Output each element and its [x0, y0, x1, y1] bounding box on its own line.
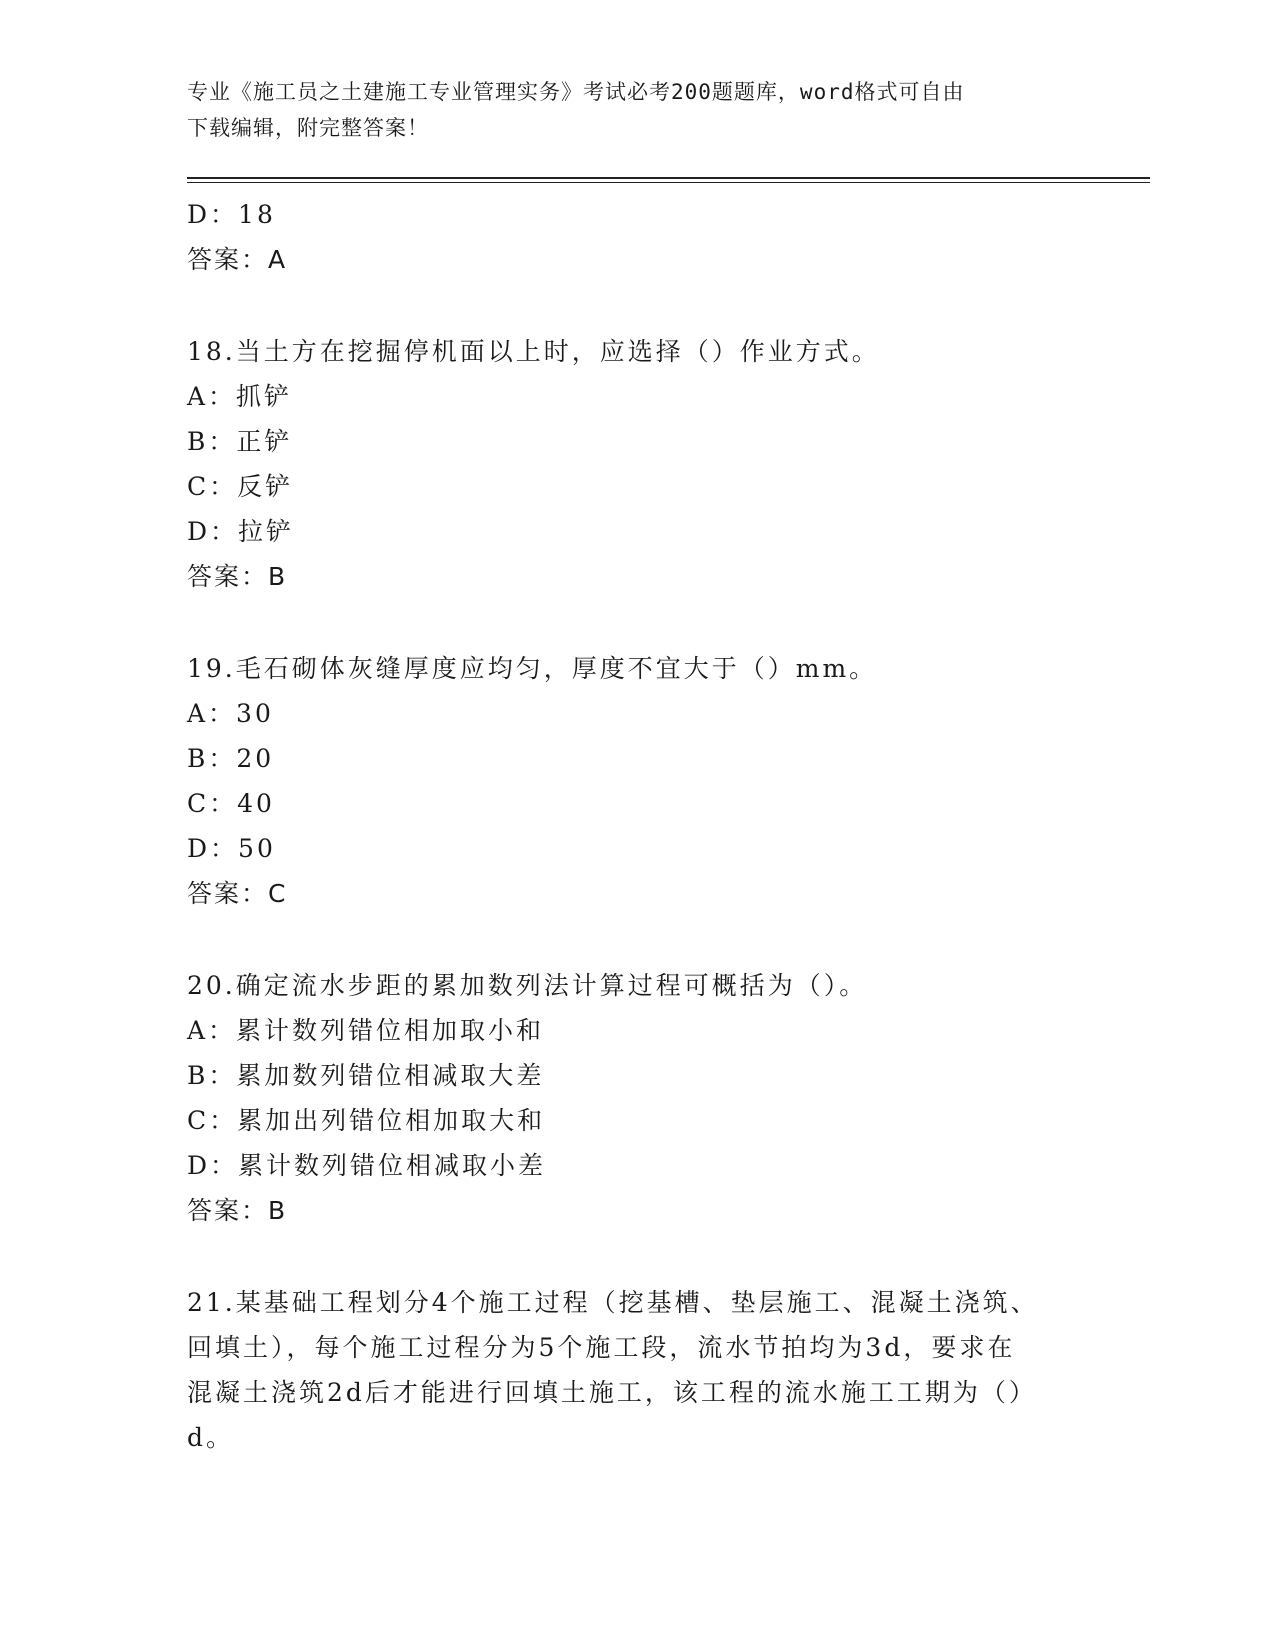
answer-line: 答案：A — [187, 245, 288, 274]
option-b: B：20 — [187, 744, 275, 773]
answer-line: 答案：C — [187, 879, 288, 908]
option-c: C：累加出列错位相加取大和 — [187, 1106, 546, 1135]
question-stem-line-3: 混凝土浇筑2d后才能进行回填土施工，该工程的流水施工工期为（） — [187, 1378, 1037, 1407]
option-c: C：反铲 — [187, 472, 294, 501]
option-a: A：30 — [187, 699, 274, 728]
option-b: B：累加数列错位相减取大差 — [187, 1061, 545, 1090]
question-stem: 18.当土方在挖掘停机面以上时，应选择（）作业方式。 — [187, 337, 880, 366]
option-a: A：累计数列错位相加取小和 — [187, 1016, 545, 1045]
option-d: D：50 — [187, 834, 276, 863]
question-18 — [187, 329, 1087, 599]
question-19 — [187, 646, 1087, 916]
header-divider-thin — [187, 182, 1150, 183]
previous-question-tail — [187, 192, 1087, 282]
question-stem-line-1: 21.某基础工程划分4个施工过程（挖基槽、垫层施工、混凝土浇筑、 — [187, 1288, 1039, 1317]
page-header — [187, 74, 1067, 146]
answer-line: 答案：B — [187, 562, 288, 591]
question-21 — [187, 1280, 1087, 1460]
question-stem: 19.毛石砌体灰缝厚度应均匀，厚度不宜大于（）mm。 — [187, 654, 878, 683]
header-title-line-2: 下载编辑，附完整答案！ — [187, 116, 429, 140]
option-d: D：拉铲 — [187, 517, 295, 546]
question-20 — [187, 963, 1087, 1233]
answer-line: 答案：B — [187, 1196, 288, 1225]
option-d: D：18 — [187, 200, 276, 229]
option-d: D：累计数列错位相减取小差 — [187, 1151, 547, 1180]
header-divider-thick — [187, 177, 1150, 179]
option-c: C：40 — [187, 789, 275, 818]
question-stem-line-4: d。 — [187, 1423, 235, 1452]
option-b: B：正铲 — [187, 427, 293, 456]
header-title-line-1: 专业《施工员之土建施工专业管理实务》考试必考200题题库，word格式可自由 — [187, 80, 965, 104]
question-list — [187, 192, 1087, 1460]
question-stem: 20.确定流水步距的累加数列法计算过程可概括为（）。 — [187, 971, 868, 1000]
option-a: A：抓铲 — [187, 382, 293, 411]
question-stem-line-2: 回填土），每个施工过程分为5个施工段，流水节拍均为3d，要求在 — [187, 1333, 1016, 1362]
